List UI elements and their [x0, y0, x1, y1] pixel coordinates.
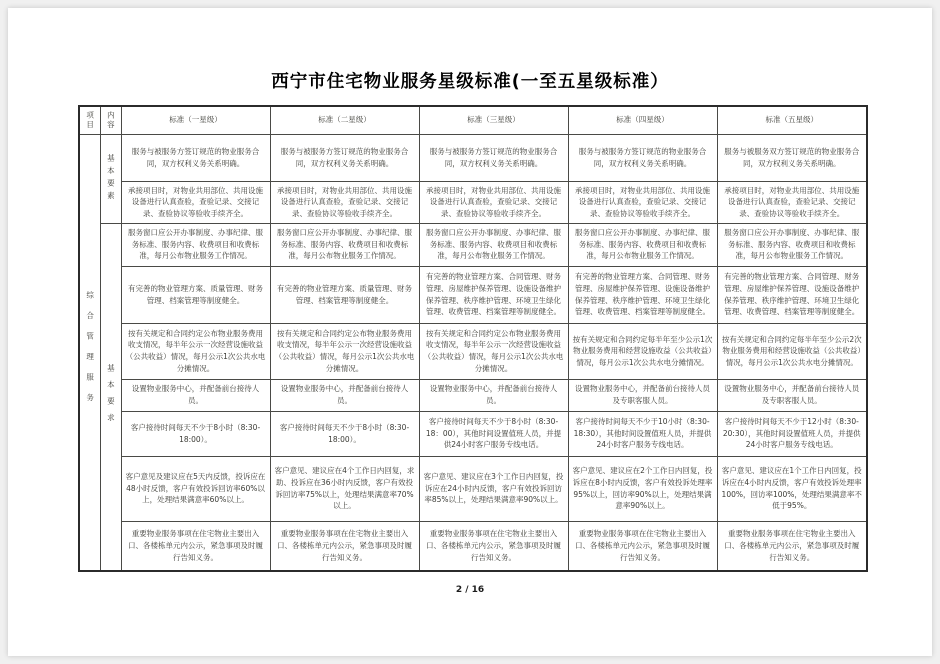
table-row — [79, 134, 867, 181]
table-cell: 按有关规定和合同约定公布物业服务费用收支情况，每半年公示一次经营设施收益（公共收益）情况，每月公示1次公共水电分摊情况。 — [419, 323, 568, 379]
table-row — [79, 456, 867, 521]
table-cell: 客户意见、建议应在3个工作日内回复，投诉应在24小时内反馈，客户有效投诉回访率85%以上，处理结果满意率90%以上。 — [419, 456, 568, 521]
table-cell: 重要物业服务事项在住宅物业主要出入口、各楼栋单元内公示，紧急事项及时履行告知义务。 — [717, 521, 867, 571]
column-header-star5: 标准（五星级） — [717, 106, 867, 134]
table-cell: 设置物业服务中心，并配备前台接待人员及专职客服人员。 — [568, 379, 717, 411]
table-row — [79, 379, 867, 411]
table-row — [79, 521, 867, 571]
table-cell: 客户接待时间每天不少于8小时（8:30-18:00）。 — [270, 411, 419, 456]
group-label-basic-requirements: 基本要求 — [100, 223, 121, 571]
table-cell: 按有关规定和合同约定公布物业服务费用收支情况，每半年公示一次经营设施收益（公共收益）情况，每月公示1次公共水电分摊情况。 — [121, 323, 270, 379]
table-cell: 客户接待时间每天不少于10小时（8:30-18:30），其他时间设置值班人员，并提供24小时客户服务专线电话。 — [568, 411, 717, 456]
table-cell: 客户接待时间每天不少于12小时（8:30-20:30），其他时间设置值班人员，并提供24小时客户服务专线电话。 — [717, 411, 867, 456]
table-cell: 承接项目时，对物业共用部位、共用设施设备进行认真查验，查验记录、交接记录、查验协议等验收手续齐全。 — [568, 181, 717, 223]
table-cell: 重要物业服务事项在住宅物业主要出入口、各楼栋单元内公示，紧急事项及时履行告知义务。 — [121, 521, 270, 571]
table-cell: 重要物业服务事项在住宅物业主要出入口、各楼栋单元内公示，紧急事项及时履行告知义务。 — [568, 521, 717, 571]
table-cell: 客户接待时间每天不少于8小时（8:30-18:00）。 — [121, 411, 270, 456]
column-header-star4: 标准（四星级） — [568, 106, 717, 134]
table-cell: 有完善的物业管理方案、质量管理、财务管理、档案管理等制度健全。 — [121, 266, 270, 323]
table-header-row — [79, 106, 867, 134]
column-header-item: 项目 — [79, 106, 100, 134]
table-cell: 客户意见及建议应在5天内反馈，投诉应在48小时反馈，客户有效投诉回访率60%以上，处理结果满意率60%以上。 — [121, 456, 270, 521]
table-cell: 服务与被服务方签订规范的物业服务合同，双方权利义务关系明确。 — [419, 134, 568, 181]
table-cell: 客户意见、建议应在1个工作日内回复，投诉应在4小时内反馈，客户有效投诉处理率100%，回访率100%，处理结果满意率不低于95%。 — [717, 456, 867, 521]
table-cell: 按有关规定和合同约定每半年至少公示1次物业服务费用和经营设施收益（公共收益）情况，每月公示1次公共水电分摊情况。 — [568, 323, 717, 379]
table-cell: 客户意见、建议应在2个工作日内回复，投诉应在8小时内反馈，客户有效投诉处理率95%以上，回访率90%以上，处理结果满意率90%以上。 — [568, 456, 717, 521]
table-cell: 设置物业服务中心，并配备前台接待人员。 — [270, 379, 419, 411]
table-cell: 设置物业服务中心，并配备前台接待人员。 — [121, 379, 270, 411]
table-cell: 有完善的物业管理方案、合同管理、财务管理、房屋维护保养管理、设施设备维护保养管理、秩序维护管理、环境卫生绿化管理、收费管理、档案管理等制度健全。 — [717, 266, 867, 323]
table-cell: 设置物业服务中心，并配备前台接待人员。 — [419, 379, 568, 411]
table-cell: 服务与被服务方签订规范的物业服务合同，双方权利义务关系明确。 — [270, 134, 419, 181]
standards-table — [78, 105, 868, 572]
table-cell: 服务窗口应公开办事制度、办事纪律、服务标准、服务内容、收费项目和收费标准，每月公布物业服务工作情况。 — [717, 223, 867, 266]
page-number: 2 / 16 — [455, 585, 485, 595]
table-cell: 服务窗口应公开办事制度、办事纪律、服务标准、服务内容、收费项目和收费标准，每月公布物业服务工作情况。 — [568, 223, 717, 266]
table-cell: 承接项目时，对物业共用部位、共用设施设备进行认真查验，查验记录、交接记录、查验协议等验收手续齐全。 — [121, 181, 270, 223]
table-row — [79, 323, 867, 379]
document-page — [8, 8, 932, 656]
table-cell: 设置物业服务中心，并配备前台接待人员及专职客服人员。 — [717, 379, 867, 411]
table-cell: 重要物业服务事项在住宅物业主要出入口、各楼栋单元内公示，紧急事项及时履行告知义务。 — [270, 521, 419, 571]
table-cell: 服务窗口应公开办事制度、办事纪律、服务标准、服务内容、收费项目和收费标准，每月公布物业服务工作情况。 — [270, 223, 419, 266]
column-header-star1: 标准（一星级） — [121, 106, 270, 134]
table-cell: 按有关规定和合同约定公布物业服务费用收支情况，每半年公示一次经营设施收益（公共收益）情况，每月公示1次公共水电分摊情况。 — [270, 323, 419, 379]
table-cell: 有完善的物业管理方案、质量管理、财务管理、档案管理等制度健全。 — [270, 266, 419, 323]
table-row — [79, 223, 867, 266]
table-cell: 有完善的物业管理方案、合同管理、财务管理、房屋维护保养管理、设施设备维护保养管理、秩序维护管理、环境卫生绿化管理、收费管理、档案管理等制度健全。 — [568, 266, 717, 323]
table-cell: 有完善的物业管理方案、合同管理、财务管理、房屋维护保养管理、设施设备维护保养管理、秩序维护管理、环境卫生绿化管理、收费管理、档案管理等制度健全。 — [419, 266, 568, 323]
table-cell: 承接项目时，对物业共用部位、共用设施设备进行认真查验，查验记录、交接记录、查验协议等验收手续齐全。 — [717, 181, 867, 223]
table-cell: 承接项目时，对物业共用部位、共用设施设备进行认真查验，查验记录、交接记录、查验协议等验收手续齐全。 — [270, 181, 419, 223]
column-header-star3: 标准（三星级） — [419, 106, 568, 134]
table-row — [79, 181, 867, 223]
table-cell: 服务与被服务方签订规范的物业服务合同，双方权利义务关系明确。 — [121, 134, 270, 181]
table-cell: 客户接待时间每天不少于8小时（8:30-18：00），其他时间设置值班人员，并提供24小时客户服务专线电话。 — [419, 411, 568, 456]
group-label-basic-elements: 基本要素 — [100, 134, 121, 223]
table-row — [79, 411, 867, 456]
table-row — [79, 266, 867, 323]
group-label-integrated-management: 综合管理服务 — [79, 134, 100, 571]
table-cell: 服务窗口应公开办事制度、办事纪律、服务标准、服务内容、收费项目和收费标准，每月公布物业服务工作情况。 — [419, 223, 568, 266]
table-cell: 客户意见、建议应在4个工作日内回复，求助、投诉应在36小时内反馈，客户有效投诉回访率75%以上，处理结果满意率70%以上。 — [270, 456, 419, 521]
document-title: 西宁市住宅物业服务星级标准(一至五星级标准） — [271, 72, 669, 92]
table-cell: 重要物业服务事项在住宅物业主要出入口、各楼栋单元内公示，紧急事项及时履行告知义务。 — [419, 521, 568, 571]
table-cell: 承接项目时，对物业共用部位、共用设施设备进行认真查验，查验记录、交接记录、查验协议等验收手续齐全。 — [419, 181, 568, 223]
column-header-star2: 标准（二星级） — [270, 106, 419, 134]
column-header-content: 内容 — [100, 106, 121, 134]
table-cell: 服务与被服务方签订规范的物业服务合同，双方权利义务关系明确。 — [568, 134, 717, 181]
table-cell: 服务窗口应公开办事制度、办事纪律、服务标准、服务内容、收费项目和收费标准，每月公布物业服务工作情况。 — [121, 223, 270, 266]
table-cell: 按有关规定和合同约定每半年至少公示2次物业服务费用和经营设施收益（公共收益）情况，每月公示1次公共水电分摊情况。 — [717, 323, 867, 379]
table-cell: 服务与被服务双方签订规范的物业服务合同，双方权利义务关系明确。 — [717, 134, 867, 181]
